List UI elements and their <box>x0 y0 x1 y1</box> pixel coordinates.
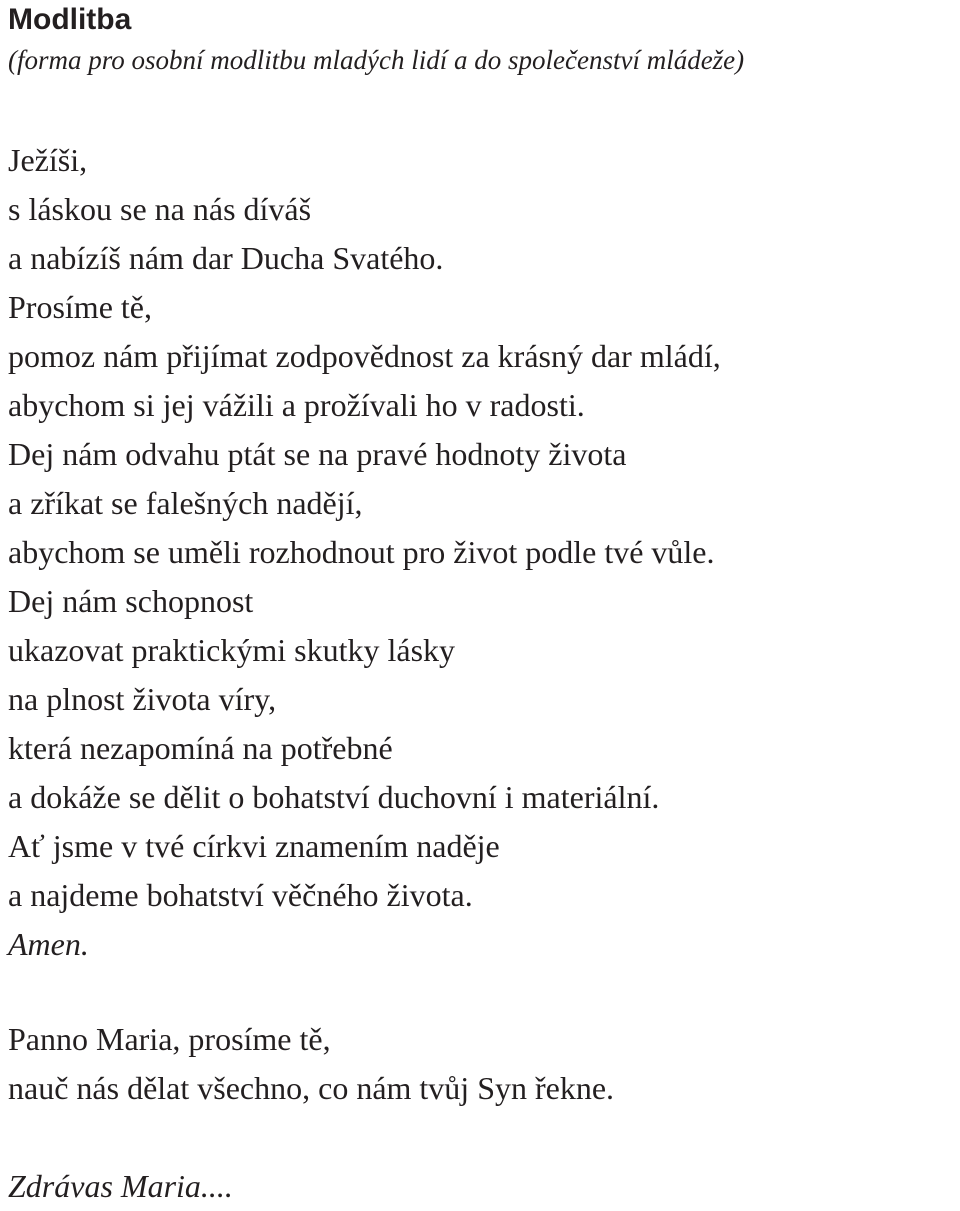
prayer-line: ukazovat praktickými skutky lásky <box>8 632 456 668</box>
prayer-text <box>8 136 721 969</box>
marian-invocation <box>8 1015 614 1113</box>
marian-line: nauč nás dělat všechno, co nám tvůj Syn řekne. <box>8 1070 615 1106</box>
prayer-line: Dej nám schopnost <box>8 583 254 619</box>
marian-line: Panno Maria, prosíme tě, <box>8 1021 331 1057</box>
amen-line: Amen. <box>8 926 89 962</box>
prayer-line: s láskou se na nás díváš <box>8 191 312 227</box>
prayer-line: Dej nám odvahu ptát se na pravé hodnoty života <box>8 436 627 472</box>
prayer-line: která nezapomíná na potřebné <box>8 730 393 766</box>
page-subtitle: (forma pro osobní modlitbu mladých lidí a do společenství mládeže) <box>8 45 745 75</box>
prayer-line: na plnost života víry, <box>8 681 277 717</box>
prayer-line: a zříkat se falešných nadějí, <box>8 485 363 521</box>
page-title: Modlitba <box>8 3 132 36</box>
prayer-line: Ježíši, <box>8 142 88 178</box>
prayer-line: abychom se uměli rozhodnout pro život podle tvé vůle. <box>8 534 715 570</box>
prayer-line: Ať jsme v tvé církvi znamením naděje <box>8 828 500 864</box>
closing-line: Zdrávas Maria.... <box>8 1168 233 1204</box>
prayer-line: a dokáže se dělit o bohatství duchovní i materiální. <box>8 779 660 815</box>
prayer-line: a najdeme bohatství věčného života. <box>8 877 473 913</box>
prayer-line: Prosíme tě, <box>8 289 152 325</box>
prayer-line: pomoz nám přijímat zodpovědnost za krásný dar mládí, <box>8 338 721 374</box>
prayer-line: a nabízíš nám dar Ducha Svatého. <box>8 240 444 276</box>
prayer-line: abychom si jej vážili a prožívali ho v radosti. <box>8 387 585 423</box>
